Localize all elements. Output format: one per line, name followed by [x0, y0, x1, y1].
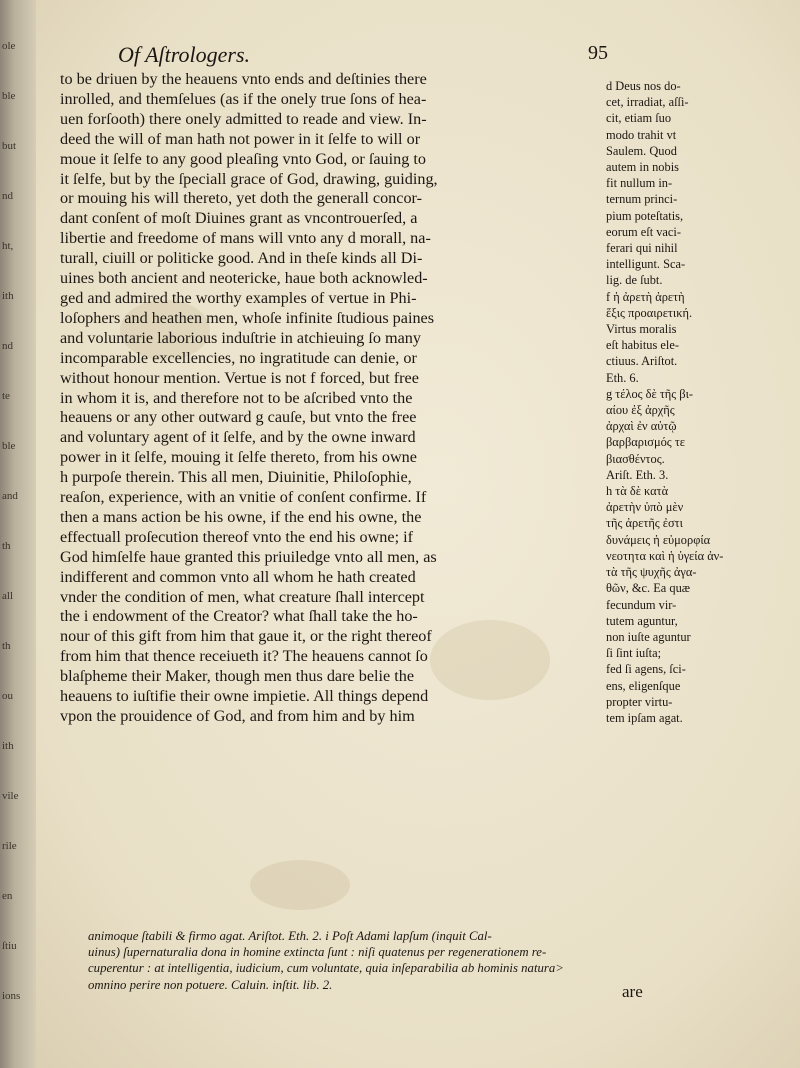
- margin-note-line: propter virtu-: [606, 694, 673, 709]
- margin-note-line: lig. de ſubt.: [606, 273, 663, 288]
- margin-note-line: cit, etiam ſuo: [606, 111, 672, 126]
- margin-note-line: f ἡ ἀρετὴ ἀρετὴ: [606, 289, 685, 304]
- text-line: in whom it is, and therefore not to be aſcribed vnto the: [60, 388, 413, 407]
- gutter-fragment: th: [2, 640, 11, 652]
- margin-note-line: τῆς ἀρετῆς ἐστι: [606, 516, 683, 531]
- margin-note-line: ens, eligenſque: [606, 678, 681, 693]
- text-line: heauens to iuſtifie their owne impietie. All things depend: [60, 687, 429, 706]
- margin-note-line: eorum eſt vaci-: [606, 224, 681, 239]
- margin-note-line: cet, irradiat, aſſi-: [606, 95, 689, 110]
- gutter-fragment: vile: [2, 790, 19, 802]
- text-line: from him that thence receiueth it? The heauens cannot ſo: [60, 647, 428, 666]
- gutter-fragment: ble: [2, 90, 16, 102]
- text-line: indifferent and common vnto all whom he hath created: [60, 567, 416, 586]
- text-line: blaſpheme their Maker, though men thus dare beliе the: [60, 667, 415, 686]
- page-header: [60, 42, 660, 72]
- text-line: uen forſooth) there onely admitted to reade and view. In-: [60, 109, 427, 128]
- gutter-fragment: ble: [2, 440, 16, 452]
- text-line: and voluntary agent of it ſelfe, and by the owne inward: [60, 428, 416, 447]
- margin-note-line: ctiuus. Ariſtot.: [606, 354, 678, 369]
- margin-note-line: δυνάμεις ἡ εὐμορφία: [606, 532, 711, 547]
- gutter-fragment: but: [2, 140, 17, 152]
- margin-note-line: ferari qui nihil: [606, 241, 678, 256]
- gutter-fragment: ith: [2, 290, 14, 302]
- gutter-fragment: th: [2, 540, 11, 552]
- gutter-fragment: ith: [2, 740, 14, 752]
- margin-note-line: tem ipſam agat.: [606, 710, 683, 725]
- margin-note-line: ternum princi-: [606, 192, 678, 207]
- gutter-fragment: ions: [2, 990, 21, 1002]
- footnote-line: animoque ſtabili & firmo agat. Ariſtot. Eth. 2. i Poſt Adami lapſum (inquit Cal-: [88, 929, 492, 943]
- text-line: or mouing his will thereto, yet doth the generall concor-: [60, 189, 422, 208]
- margin-notes: [606, 78, 756, 726]
- text-line: then a mans action be his owne, if the end his owne, the: [60, 507, 422, 526]
- gutter-fragment: ſtiu: [2, 940, 17, 952]
- margin-note-line: modo trahit vt: [606, 127, 677, 142]
- margin-note-line: fit nullum in-: [606, 176, 673, 191]
- gutter-fragment: and: [2, 490, 18, 502]
- margin-note-line: θῶν, &c. Ea quæ: [606, 581, 691, 596]
- margin-note-line: eſt habitus ele-: [606, 338, 679, 353]
- margin-note-line: Eth. 6.: [606, 370, 639, 385]
- gutter-fragment: rile: [2, 840, 17, 852]
- text-line: effectuall proſecution thereof vnto the end his owne; if: [60, 527, 414, 546]
- text-line: power in it ſelfe, mouing it ſelfe thereto, from his owne: [60, 448, 417, 467]
- footnote-line: cuperentur : at intelligentia, iudicium, cum voluntate, quia inſeparabilia ab hominis natura>: [88, 961, 564, 976]
- margin-note-line: intelligunt. Sca-: [606, 257, 686, 272]
- text-line: turall, ciuill or politicke good. And in theſe kinds all Di-: [60, 249, 423, 268]
- margin-note-line: non iuſte aguntur: [606, 629, 691, 644]
- margin-note-line: Saulem. Quod: [606, 143, 677, 158]
- gutter-fragment: en: [2, 890, 13, 902]
- margin-note-line: g τέλος δὲ τῆς βι-: [606, 386, 694, 401]
- text-line: and voluntarie laborious induſtrie in atchieuing ſo many: [60, 328, 421, 347]
- text-line: inrolled, and themſelues (as if the onely true ſons of hea-: [60, 89, 427, 108]
- margin-note-line: h τὰ δὲ κατὰ: [606, 484, 669, 499]
- margin-note-line: ἕξις προαιρετική.: [606, 305, 693, 320]
- text-line: vnder the condition of men, what creature ſhall intercept: [60, 587, 425, 606]
- text-line: loſophers and heathen men, whoſe infinite ſtudious paines: [60, 308, 435, 327]
- margin-note-line: ἀρετὴν ὑπὸ μὲν: [606, 500, 684, 515]
- text-line: libertie and freedome of mans will vnto any d morall, na-: [60, 229, 431, 248]
- margin-note-line: fed ſi agens, ſci-: [606, 662, 686, 677]
- gutter-fragment: nd: [2, 340, 13, 352]
- margin-note-line: ἀρχαὶ ἐν αὐτῷ: [606, 419, 677, 434]
- footnote-line: uinus) ſupernaturalia dona in homine extincta ſunt : niſi quatenus per regenerationem re-: [88, 945, 547, 960]
- margin-note-line: αίου ἐξ ἀρχῆς: [606, 403, 675, 418]
- text-line: heauens or any other outward g cauſe, but vnto the free: [60, 408, 417, 427]
- gutter-fragment: nd: [2, 190, 13, 202]
- text-line: incomparable excellencies, no ingratitude can denie, or: [60, 348, 417, 367]
- margin-note-line: τὰ τῆς ψυχῆς ἀγα-: [606, 565, 697, 580]
- text-line: without honour mention. Vertue is not f forced, but free: [60, 368, 419, 387]
- gutter-fragment: ole: [2, 40, 16, 52]
- paper-stain: [250, 860, 350, 910]
- text-line: it ſelfe, but by the ſpeciall grace of God, drawing, guiding,: [60, 169, 438, 188]
- text-line: ged and admired the worthy examples of vertue in Phi-: [60, 288, 417, 307]
- gutter-fragment: ht,: [2, 240, 14, 252]
- facing-page-gutter: [0, 0, 36, 1068]
- running-title: Of Aſtrologers.: [118, 42, 251, 67]
- text-line: to be driuen by the heauens vnto ends and deſtinies there: [60, 70, 427, 88]
- text-line: reaſon, experience, with an vnitie of conſent confirme. If: [60, 488, 427, 507]
- text-line: uines both ancient and neotericke, haue both acknowled-: [60, 269, 428, 288]
- text-line: dant conſent of moſt Diuines grant as vncontrouerſed, a: [60, 209, 418, 228]
- margin-note-line: Virtus moralis: [606, 322, 677, 337]
- margin-note-line: νεοτητα καὶ ἡ ὑγεία ἀν-: [606, 548, 724, 563]
- body-text: [60, 70, 600, 727]
- gutter-fragment: te: [2, 390, 10, 402]
- text-line: the i endowment of the Creator? what ſhall take the ho-: [60, 607, 418, 626]
- catchword: are: [622, 982, 643, 1001]
- margin-note-line: autem in nobis: [606, 160, 679, 175]
- text-line: vpon the prouidence of God, and from him and by him: [60, 707, 415, 725]
- text-line: nour of this gift from him that gaue it, or the right thereof: [60, 627, 432, 646]
- margin-note-line: pium poteſtatis,: [606, 208, 684, 223]
- margin-note-line: tutem aguntur,: [606, 613, 678, 628]
- gutter-fragment: all: [2, 590, 13, 602]
- text-line: moue it ſelfe to any good pleaſing vnto God, or ſauing to: [60, 149, 426, 168]
- margin-note-line: Ariſt. Eth. 3.: [606, 467, 669, 482]
- text-line: deed the will of man hath not power in it ſelfe to will or: [60, 129, 421, 148]
- text-line: God himſelfe haue granted this priuiledge vnto all men, as: [60, 547, 437, 566]
- margin-note-line: βιασθέντος.: [606, 451, 665, 466]
- gutter-fragment: ou: [2, 690, 13, 702]
- footnote-line: omnino perire non potuere. Caluin. inſtit. lib. 2.: [88, 977, 333, 992]
- text-line: h purpoſe therein. This all men, Diuinitie, Philoſophie,: [60, 468, 412, 487]
- margin-note-line: fecundum vir-: [606, 597, 677, 612]
- margin-note-line: ſi ſint iuſta;: [606, 646, 662, 661]
- page-number: 95: [588, 42, 608, 64]
- margin-note-line: βαρβαρισμός τε: [606, 435, 685, 450]
- margin-note-line: d Deus nos do-: [606, 79, 681, 93]
